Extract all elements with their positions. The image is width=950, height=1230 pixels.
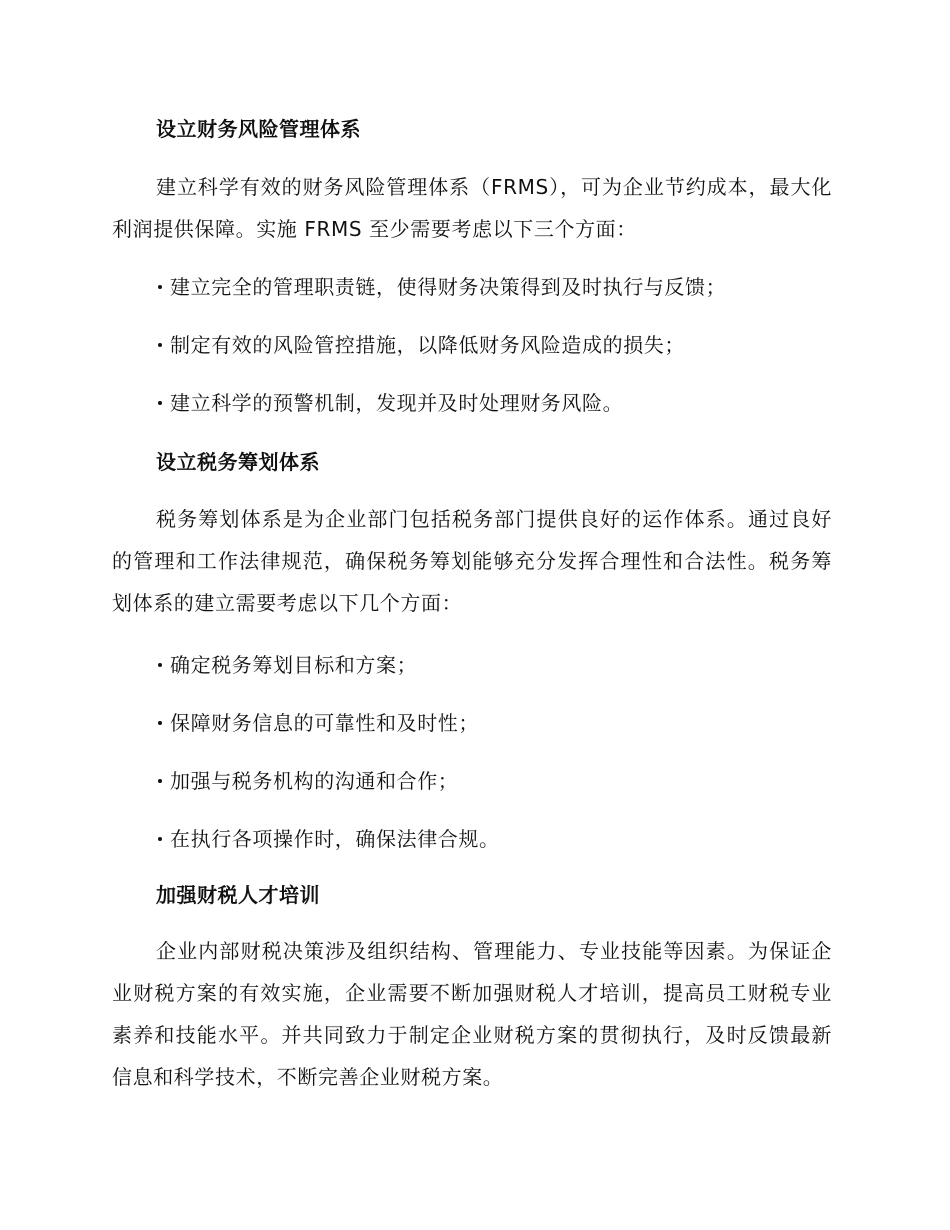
bullet-icon	[158, 721, 162, 725]
bullet-icon	[158, 401, 162, 405]
bullet-icon	[158, 663, 162, 667]
list-item	[156, 710, 836, 768]
section-paragraph: 税务筹划体系是为企业部门包括税务部门提供良好的运作体系。通过良好的管理和工作法律规范，确保税务筹划能够充分发挥合理性和合法性。税务筹划体系的建立需要考虑以下几个方面：	[112, 507, 832, 615]
section-paragraph: 企业内部财税决策涉及组织结构、管理能力、专业技能等因素。为保证企业财税方案的有效实施，企业需要不断加强财税人才培训，提高员工财税专业素养和技能水平。并共同致力于制定企业财税方案的贯彻执行，及时反馈最新信息和科学技术，不断完善企业财税方案。	[112, 939, 832, 1089]
list-item	[156, 768, 836, 826]
section-paragraph: 建立科学有效的财务风险管理体系（FRMS），可为企业节约成本，最大化利润提供保障。实施 FRMS 至少需要考虑以下三个方面：	[112, 175, 832, 241]
section-heading: 设立税务筹划体系	[156, 450, 320, 474]
list-item	[156, 652, 836, 710]
bullet-icon	[158, 779, 162, 783]
list-item-text: 确定税务筹划目标和方案；	[170, 653, 418, 677]
list-item-text: 建立完全的管理职责链，使得财务决策得到及时执行与反馈；	[170, 275, 727, 299]
bullet-icon	[158, 837, 162, 841]
list-item-text: 保障财务信息的可靠性和及时性；	[170, 711, 479, 735]
section-heading: 加强财税人才培训	[156, 883, 320, 907]
bullet-icon	[158, 343, 162, 347]
list-item-text: 建立科学的预警机制，发现并及时处理财务风险。	[170, 391, 624, 415]
list-item-text: 在执行各项操作时，确保法律合规。	[170, 827, 500, 851]
list-item-text: 制定有效的风险管控措施，以降低财务风险造成的损失；	[170, 333, 685, 357]
list-item	[156, 826, 836, 884]
section-heading: 设立财务风险管理体系	[156, 117, 361, 141]
list-item	[156, 390, 836, 448]
bullet-list	[156, 652, 836, 884]
list-item-text: 加强与税务机构的沟通和合作；	[170, 769, 459, 793]
bullet-icon	[158, 285, 162, 289]
bullet-list	[156, 274, 836, 448]
list-item	[156, 274, 836, 332]
list-item	[156, 332, 836, 390]
